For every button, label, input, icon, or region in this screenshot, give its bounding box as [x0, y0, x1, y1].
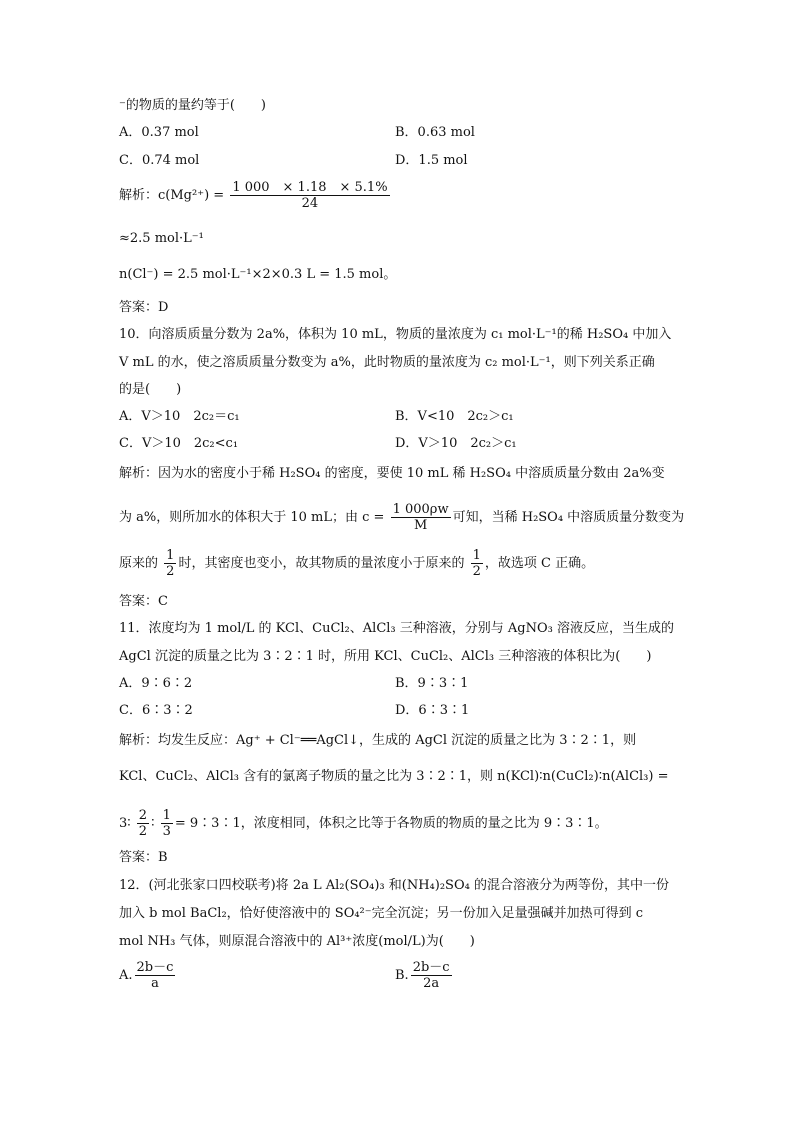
q9-stem-tail: ⁻的物质的量约等于( )	[119, 98, 267, 113]
fraction-denominator: 2	[166, 564, 175, 579]
fraction-numerator: 1	[162, 808, 171, 823]
q11-analysis-2: KCl、CuCl₂、AlCl₃ 含有的氯离子物质的量之比为 3∶2∶1，则 n(KCl)∶n(CuCl₂)∶n(AlCl₃) =	[119, 769, 669, 784]
q11-analysis-3	[119, 808, 608, 839]
fraction-denominator: 3	[162, 824, 171, 839]
q10-analysis-3-part-c: ，故选项 C 正确。	[484, 556, 595, 571]
fraction	[411, 960, 452, 991]
q9-ncl: n(Cl⁻) = 2.5 mol·L⁻¹×2×0.3 L = 1.5 mol。	[119, 267, 397, 282]
q10-analysis-3-part-a: 原来的	[119, 556, 159, 571]
q10-line-2: V mL 的水，使之溶质质量分数变为 a%，此时物质的量浓度为 c₂ mol·L⁻¹，则下列关系正确	[119, 355, 655, 370]
fraction-denominator: a	[151, 976, 159, 991]
q12-option-a	[119, 960, 177, 991]
q12-line-2: 加入 b mol BaCl₂，恰好使溶液中的 SO₄²⁻完全沉淀；另一份加入足量强碱并加热可得到 c	[119, 906, 644, 921]
q11-option-d: D．6∶3∶1	[395, 703, 470, 718]
fraction-denominator: M	[413, 518, 428, 533]
q10-analysis-2-part-b: 可知，当稀 H₂SO₄ 中溶质质量分数变为	[452, 510, 685, 525]
q12-option-b	[395, 960, 454, 991]
q10-line-1-part-a: 10．向溶质质量分数为 2a%，体积为 10 mL，物质的量浓度为	[119, 327, 491, 342]
fraction-numerator: 1	[472, 548, 481, 563]
q10-option-b: B．V<10 2c₂＞c₁	[395, 409, 514, 424]
analysis-label: 解析：	[119, 188, 159, 203]
q10-analysis-3	[119, 548, 594, 579]
q10-line-3: 的是( )	[119, 382, 182, 397]
fraction-numerator: 2b－c	[412, 960, 450, 975]
q11-line-1: 11．浓度均为 1 mol/L 的 KCl、CuCl₂、AlCl₃ 三种溶液，分别与 AgNO₃ 溶液反应，当生成的	[119, 621, 674, 636]
q10-option-d: D．V＞10 2c₂＞c₁	[395, 436, 517, 451]
q10-option-a: A．V＞10 2c₂＝c₁	[119, 409, 240, 424]
fraction-denominator: 2	[138, 824, 148, 839]
q11-analysis-3-part-c: = 9∶3∶1，浓度相同，体积之比等于各物质的物质的量之比为 9∶3∶1。	[174, 816, 608, 831]
q11-analysis-3-part-a: 3∶	[119, 816, 131, 831]
q10-answer: 答案：C	[119, 594, 168, 609]
q10-analysis-2-part-a: 为 a%，则所加水的体积大于 10 mL；由 c =	[119, 510, 385, 525]
q9-analysis-formula	[119, 180, 392, 211]
fraction-denominator: 2a	[423, 976, 440, 991]
q12-line-3: mol NH₃ 气体，则原混合溶液中的 Al³⁺浓度(mol/L)为( )	[119, 934, 475, 949]
analysis-lhs: c(Mg²⁺) =	[158, 188, 225, 203]
q10-analysis-1: 解析：因为水的密度小于稀 H₂SO₄ 的密度，要使 10 mL 稀 H₂SO₄ 中溶质质量分数由 2a%变	[119, 466, 665, 481]
q11-analysis-3-part-b: ∶	[151, 816, 155, 831]
q9-approx: ≈2.5 mol·L⁻¹	[119, 231, 204, 246]
fraction	[230, 180, 389, 211]
fraction	[135, 960, 176, 991]
q12-line-1: 12．(河北张家口四校联考)将 2a L Al₂(SO₄)₃ 和(NH₄)₂SO₄ 的混合溶液分为两等份，其中一份	[119, 878, 669, 893]
fraction-denominator: 24	[301, 196, 319, 211]
fraction-numerator: 1	[166, 548, 175, 563]
fraction-numerator: 2b－c	[136, 960, 174, 975]
q10-option-c: C．V＞10 2c₂<c₁	[119, 436, 239, 451]
fraction	[391, 502, 451, 533]
q10-line-1-part-b: c₁ mol·L⁻¹	[490, 327, 557, 342]
q11-line-2: AgCl 沉淀的质量之比为 3∶2∶1 时，所用 KCl、CuCl₂、AlCl₃ 三种溶液的体积比为( )	[119, 649, 652, 664]
q11-analysis-1: 解析：均发生反应：Ag⁺ + Cl⁻══AgCl↓，生成的 AgCl 沉淀的质量之比为 3∶2∶1，则	[119, 733, 637, 748]
q9-option-a: A．0.37 mol	[119, 125, 199, 140]
q10-analysis-3-part-b: 时，其密度也变小，故其物质的量浓度小于原来的	[178, 556, 465, 571]
fraction-numerator: 1 000 × 1.18 × 5.1%	[232, 180, 388, 195]
fraction-numerator: 1 000ρw	[392, 502, 449, 517]
fraction-numerator: 2	[138, 808, 148, 823]
q9-option-c: C．0.74 mol	[119, 153, 200, 168]
q10-line-1	[119, 326, 671, 344]
q11-option-b: B．9∶3∶1	[395, 676, 469, 691]
fraction-half	[164, 548, 176, 579]
q9-answer: 答案：D	[119, 300, 169, 315]
option-label: B.	[395, 968, 409, 983]
q9-option-b: B．0.63 mol	[395, 125, 475, 140]
q10-analysis-2	[119, 502, 684, 533]
q11-answer: 答案：B	[119, 850, 168, 865]
q11-option-a: A．9∶6∶2	[119, 676, 193, 691]
fraction-half	[471, 548, 483, 579]
option-label: A.	[119, 968, 133, 983]
q11-option-c: C．6∶3∶2	[119, 703, 193, 718]
fraction	[161, 808, 173, 839]
q9-option-d: D．1.5 mol	[395, 153, 468, 168]
q10-line-1-part-c: 的稀 H₂SO₄ 中加入	[556, 327, 672, 342]
fraction	[137, 808, 149, 839]
fraction-denominator: 2	[472, 564, 481, 579]
